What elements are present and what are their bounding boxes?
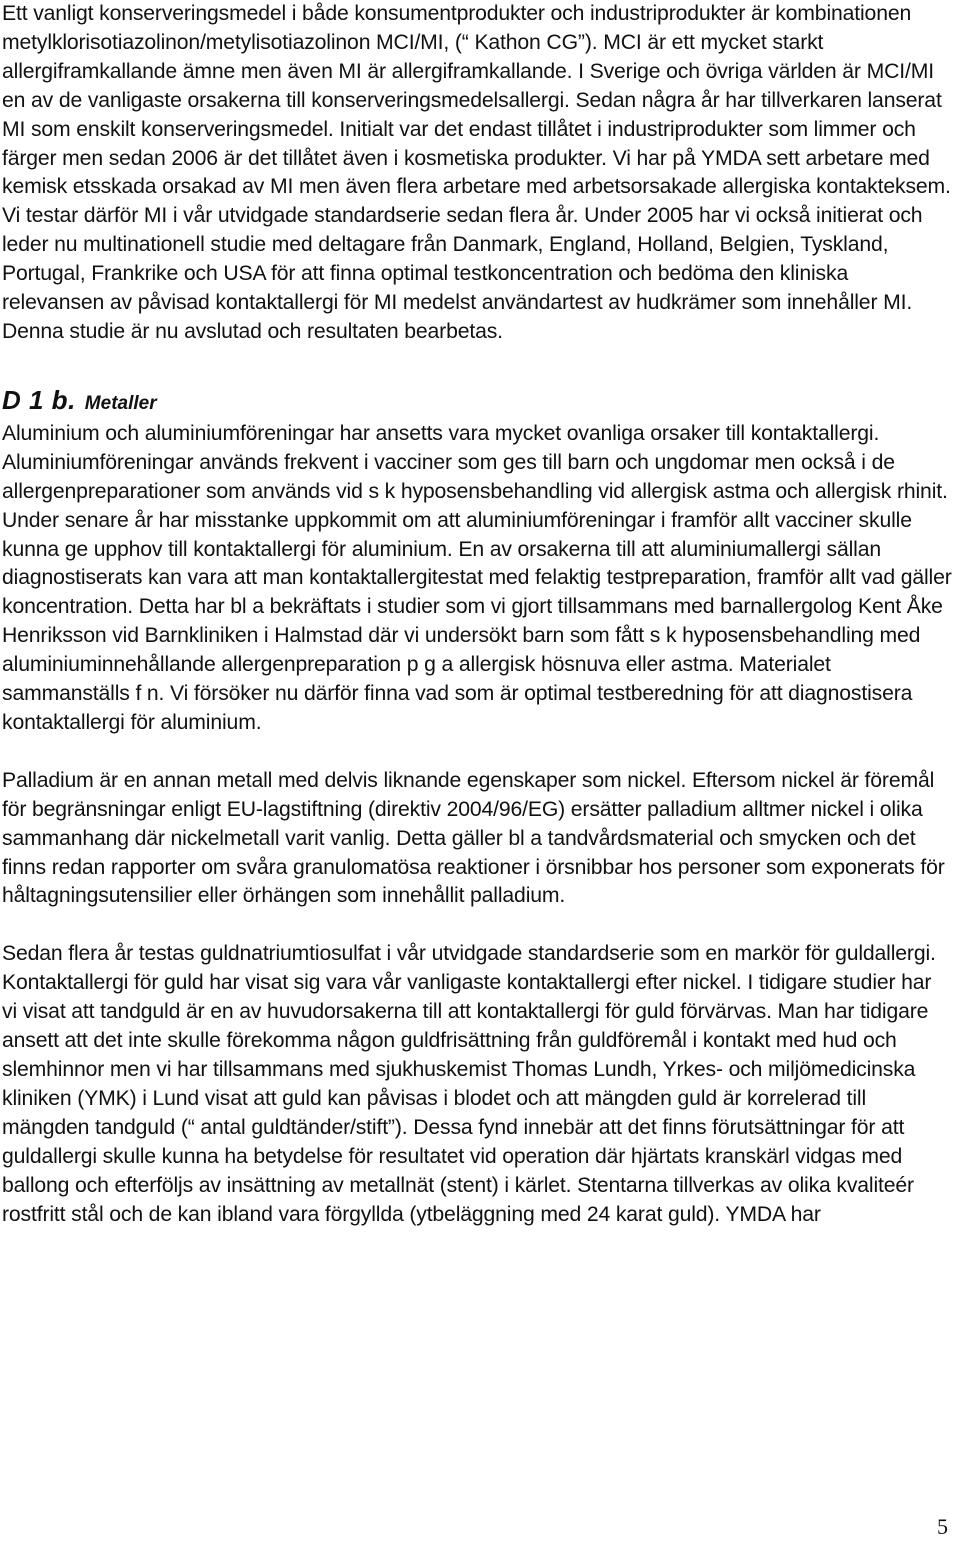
paragraph-gold: Sedan flera år testas guldnatriumtiosulfat i vår utvidgade standardserie som en markör för guldallergi. Kontaktallergi för guld har visat sig vara vår vanligaste kontaktallergi efter nickel. I tidigare studier har vi visat att tandguld är en av huvudorsakerna till att kontaktallergi för guld förvärvas. Man har tidigare ansett att det inte skulle förekomma någon guldfrisättning från guldföremål i kontakt med hud och slemhinnor men vi har tillsammans med sjukhuskemist Thomas Lundh, Yrkes- och miljömedicinska kliniken (YMK) i Lund visat att guld kan påvisas i blodet och att mängden guld är korrelerad till mängden tandguld (“ antal guldtänder/stift”). Dessa fynd innebär att det finns förutsättningar för att guldallergi skulle kunna ha betydelse för resultatet vid operation där hjärtats kranskärl vidgas med ballong och efterföljs av insättning av metallnät (stent) i kärlet. Stentarna tillverkas av olika kvaliteér rostfritt stål och de kan ibland vara förgyllda (ytbeläggning med 24 karat guld). YMDA har [2, 942, 936, 1226]
section-title: Metaller [84, 392, 157, 414]
paragraph-aluminium: Aluminium och aluminiumföreningar har ansetts vara mycket ovanliga orsaker till kontaktallergi. Aluminiumföreningar används frekvent i vacciner som ges till barn och ungdomar men också i de allergenpreparationer som används vid s k hyposensbehandling vid allergisk astma och allergisk rhinit. Under senare år har misstanke uppkommit om att aluminiumföreningar i framför allt vacciner skulle kunna ge upphov till kontaktallergi för aluminium. En av orsakerna till att aluminiumallergi sällan diagnostiserats kan vara att man kontaktallergitestat med felaktig testpreparation, framför allt vad gäller koncentration. Detta har bl a bekräftats i studier som vi gjort tillsammans med barnallergolog Kent Åke Henriksson vid Barnkliniken i Halmstad där vi undersökt barn som fått s k hyposensbehandling med aluminiuminnehållande allergenpreparation p g a allergisk hösnuva eller astma. Materialet sammanställs f n. Vi försöker nu därför finna vad som är optimal testberedning för att diagnostisera kontaktallergi för aluminium. [2, 421, 952, 734]
page-number: 5 [937, 1514, 948, 1539]
paragraph-mi: Ett vanligt konserveringsmedel i både konsumentprodukter och industriprodukter är kombinationen metylklorisotiazolinon/metylisotiazolinon MCI/MI, (“ Kathon CG”). MCI är ett mycket starkt allergiframkallande ämne men även MI är allergiframkallande. I Sverige och övriga världen är MCI/MI en av de vanligaste orsakerna till konserveringsmedelsallergi. Sedan några år har tillverkaren lanserat MI som enskilt konserveringsmedel. Initialt var det endast tillåtet i industriprodukter som limmer och färger men sedan 2006 är det tillåtet även i kosmetiska produkter. Vi har på YMDA sett arbetare med kemisk etsskada orsakad av MI men även flera arbetare med arbetsorsakade allergiska kontakteksem. Vi testar därför MI i vår utvidgade standardserie sedan flera år. Under 2005 har vi också initierat och leder nu multinationell studie med deltagare från Danmark, England, Holland, Belgien, Tyskland, Portugal, Frankrike och USA för att finna optimal testkoncentration och bedöma den kliniska relevansen av påvisad kontaktallergi för MI medelst användartest av hudkrämer som innehåller MI. Denna studie är nu avslutad och resultaten bearbetas. [2, 2, 951, 343]
spacer [2, 347, 952, 376]
section-code: D 1 b. [2, 384, 76, 415]
spacer [2, 911, 952, 940]
section-heading [2, 376, 952, 420]
spacer [2, 738, 952, 767]
document-page [2, 0, 952, 1229]
paragraph-palladium: Palladium är en annan metall med delvis liknande egenskaper som nickel. Eftersom nickel är föremål för begränsningar enligt EU-lagstiftning (direktiv 2004/96/EG) ersätter palladium alltmer nickel i olika sammanhang där nickelmetall varit vanlig. Detta gäller bl a tandvårdsmaterial och smycken och det finns redan rapporter om svåra granulomatösa reaktioner i örsnibbar hos personer som exponerats för håltagningsutensilier eller örhängen som innehållit palladium. [2, 768, 945, 908]
